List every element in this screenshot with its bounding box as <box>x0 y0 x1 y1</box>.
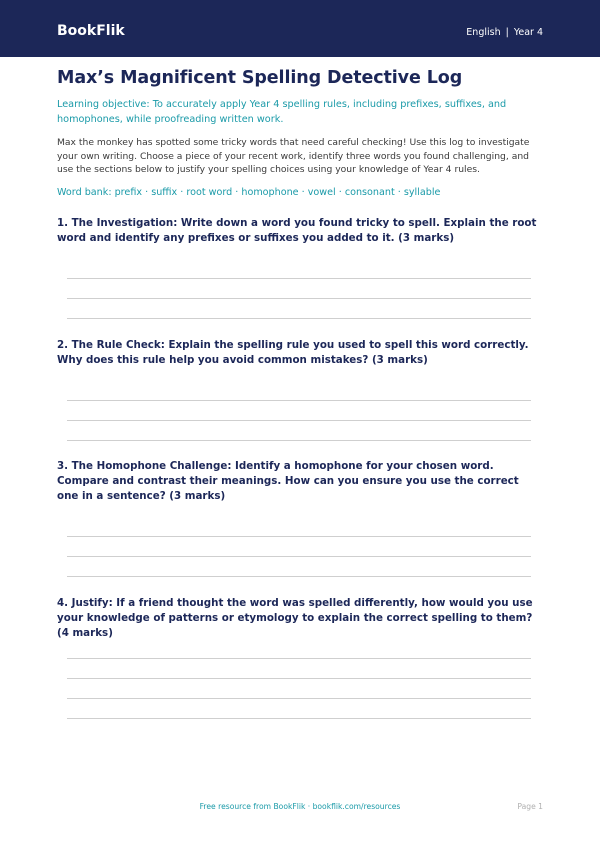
learning-objective: Learning objective: To accurately apply Year 4 spelling rules, including prefixes, suffixes, and homophones, while proofreading written work. <box>57 99 507 125</box>
subject-label: English <box>466 27 501 38</box>
brand-logo[interactable]: BookFlik <box>57 23 125 39</box>
answer-line[interactable] <box>67 318 531 319</box>
question-1-text: 1. The Investigation: Write down a word you found tricky to spell. Explain the root word and identify any prefixes or suffixes you added to it. (3 marks) <box>57 217 537 244</box>
worksheet-intro <box>57 66 543 200</box>
answer-line[interactable] <box>67 400 531 401</box>
answer-line[interactable] <box>67 536 531 537</box>
question-4-text: 4. Justify: If a friend thought the word was spelled differently, how would you use your knowledge of patterns or etymology to explain the correct spelling to them? (4 marks) <box>57 597 533 639</box>
answer-line[interactable] <box>67 658 531 659</box>
year-label: Year 4 <box>513 27 543 38</box>
answer-line[interactable] <box>67 278 531 279</box>
page-title: Max’s Magnificent Spelling Detective Log <box>57 68 463 88</box>
answer-line[interactable] <box>67 718 531 719</box>
meta-separator: | <box>505 27 509 38</box>
header-bar <box>0 0 600 57</box>
word-bank: Word bank: prefix · suffix · root word · homophone · vowel · consonant · syllable <box>57 186 441 198</box>
answer-line[interactable] <box>67 298 531 299</box>
question-3 <box>57 459 543 504</box>
answer-line[interactable] <box>67 576 531 577</box>
question-4 <box>57 596 543 641</box>
page-number: Page 1 <box>517 802 543 811</box>
answer-line[interactable] <box>67 698 531 699</box>
question-3-text: 3. The Homophone Challenge: Identify a homophone for your chosen word. Compare and contrast their meanings. How can you ensure you use the correct one in a sentence? (3 marks) <box>57 460 519 502</box>
footer-link[interactable]: Free resource from BookFlik · bookflik.com/resources <box>199 802 401 811</box>
question-2-text: 2. The Rule Check: Explain the spelling rule you used to spell this word correctly. Why does this rule help you avoid common mistakes? (3 marks) <box>57 339 529 366</box>
subject-year-label <box>466 26 543 40</box>
answer-line[interactable] <box>67 678 531 679</box>
answer-line[interactable] <box>67 556 531 557</box>
answer-line[interactable] <box>67 420 531 421</box>
answer-line[interactable] <box>67 440 531 441</box>
intro-paragraph: Max the monkey has spotted some tricky words that need careful checking! Use this log to investigate your own writing. Choose a piece of your recent work, identify three words you found challenging, and use the sections below to justify your spelling choices using your knowledge of Year 4 rules. <box>57 137 530 176</box>
question-2 <box>57 338 543 368</box>
question-1 <box>57 216 543 246</box>
